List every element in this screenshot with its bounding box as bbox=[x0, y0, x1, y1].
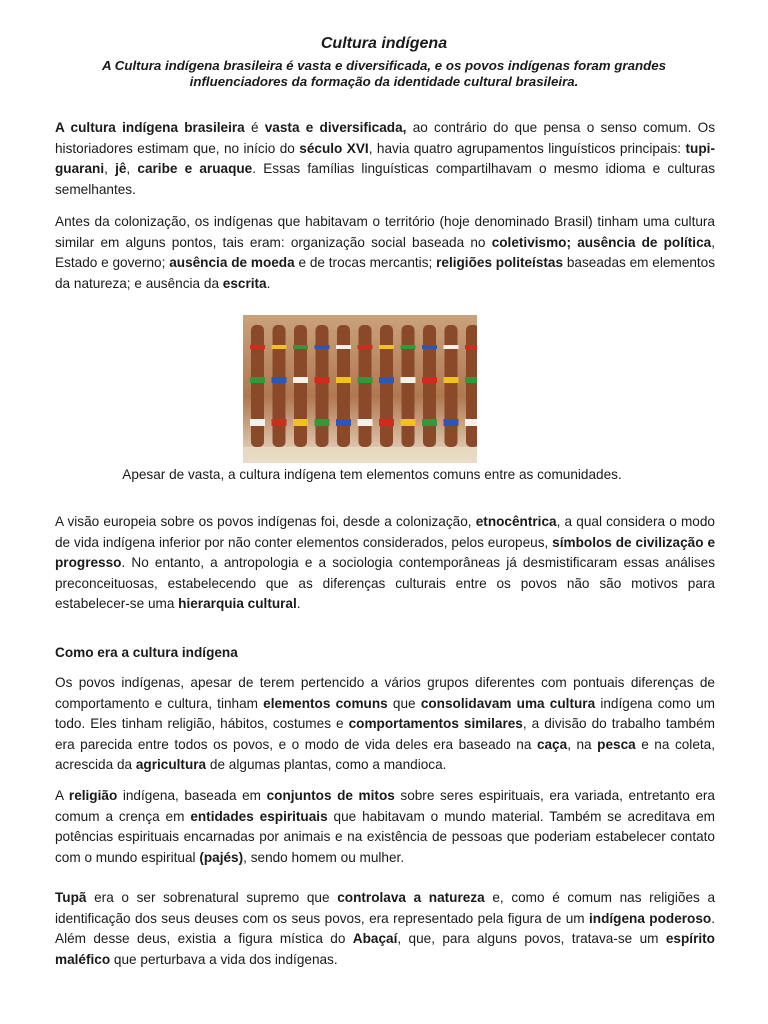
text-run: , bbox=[126, 161, 138, 176]
text-run: baseadas em elementos da natureza; e ausência da bbox=[55, 255, 716, 291]
text-run: . Essas famílias linguísticas compartilhavam o mesmo idioma e culturas semelhantes. bbox=[55, 161, 716, 197]
bold-text-run: Tupã bbox=[55, 890, 87, 905]
paragraph-european-view bbox=[55, 512, 715, 615]
document-subtitle: A Cultura indígena brasileira é vasta e diversificada, e os povos indígenas foram grandes influenciadores da formação da identidade cultural brasileira. bbox=[101, 58, 667, 89]
leg-band bbox=[250, 345, 265, 349]
text-run: indígena como um todo. Eles tinham religião, hábitos, costumes e bbox=[55, 695, 716, 731]
dancer-leg bbox=[337, 325, 350, 447]
leg-band bbox=[315, 345, 330, 349]
dancer-leg bbox=[423, 325, 436, 447]
leg-band bbox=[465, 345, 477, 349]
text-run: , sendo homem ou mulher. bbox=[243, 849, 405, 865]
leg-band bbox=[422, 419, 437, 426]
leg-band bbox=[465, 419, 477, 426]
dancer-leg bbox=[402, 325, 415, 447]
bold-text-run: Abaçaí bbox=[352, 931, 398, 946]
bold-text-run: entidades espirituais bbox=[190, 808, 328, 824]
text-run: que habitavam o mundo material. Também se acreditava em potências espirituais encarnadas por animais e na existência de pessoas que poderiam estabelecer contato com o mundo espiritual bbox=[55, 808, 715, 865]
bold-text-run: indígena poderoso bbox=[589, 910, 712, 926]
text-run: . bbox=[266, 275, 271, 291]
bold-text-run: coletivismo; ausência de política bbox=[491, 234, 712, 250]
leg-band bbox=[401, 377, 416, 383]
leg-band bbox=[293, 377, 308, 383]
leg-band bbox=[379, 377, 394, 383]
bold-text-run: espírito maléfico bbox=[55, 931, 715, 967]
bold-text-run: ausência de moeda bbox=[169, 255, 295, 270]
text-run: e de trocas mercantis; bbox=[294, 255, 437, 270]
bold-text-run: caça bbox=[536, 736, 568, 752]
bold-text-run: vasta e diversificada, bbox=[264, 120, 407, 135]
bold-text-run: (pajés) bbox=[199, 849, 244, 865]
leg-band bbox=[315, 377, 330, 383]
bold-text-run: comportamentos similares bbox=[348, 716, 523, 731]
leg-band bbox=[336, 345, 351, 349]
leg-band bbox=[272, 419, 287, 426]
dancers-illustration bbox=[243, 315, 477, 463]
bold-text-run: tupi-guarani bbox=[55, 140, 715, 176]
text-run: Os povos indígenas, apesar de terem pertencido a vários grupos diferentes com pontuais diferenças de comportamento e cultura, tinham bbox=[55, 675, 715, 711]
paragraph-tupa bbox=[55, 888, 715, 970]
bold-text-run: jê bbox=[115, 161, 127, 176]
image-caption: Apesar de vasta, a cultura indígena tem elementos comuns entre as comunidades. bbox=[122, 467, 622, 482]
paragraph-common-elements bbox=[55, 673, 715, 776]
leg-band bbox=[358, 345, 373, 349]
leg-band bbox=[444, 377, 459, 383]
text-run: . Além desse deus, existia a figura mística do bbox=[55, 910, 716, 946]
text-run: era o ser sobrenatural supremo que bbox=[86, 890, 338, 905]
text-run: e na coleta, acrescida da bbox=[55, 736, 715, 772]
leg-band bbox=[358, 419, 373, 426]
bold-text-run: etnocêntrica bbox=[475, 514, 557, 529]
leg-band bbox=[444, 419, 459, 426]
text-run: ao contrário do que pensa o senso comum. Os historiadores estimam que, no início do bbox=[55, 120, 715, 156]
text-run: que bbox=[387, 695, 421, 711]
leg-band bbox=[250, 419, 265, 426]
text-run: de algumas plantas, como a mandioca. bbox=[206, 757, 447, 772]
text-run: , bbox=[104, 161, 116, 176]
text-run: é bbox=[244, 120, 265, 135]
leg-band bbox=[444, 345, 459, 349]
text-run: , Estado e governo; bbox=[55, 234, 715, 270]
text-run: A visão europeia sobre os povos indígenas foi, desde a colonização, bbox=[55, 514, 476, 529]
dancer-leg bbox=[316, 325, 329, 447]
leg-band bbox=[422, 345, 437, 349]
dancer-leg bbox=[445, 325, 458, 447]
paragraph-religion bbox=[55, 786, 715, 868]
dancer-leg bbox=[251, 325, 264, 447]
text-run: que perturbava a vida dos indígenas. bbox=[110, 951, 338, 967]
leg-band bbox=[401, 345, 416, 349]
dancer-leg bbox=[273, 325, 286, 447]
text-run: , na bbox=[567, 736, 598, 752]
bold-text-run: A cultura indígena brasileira bbox=[55, 120, 245, 135]
leg-band bbox=[293, 419, 308, 426]
bold-text-run: consolidavam uma cultura bbox=[420, 695, 596, 711]
text-run: A bbox=[55, 788, 69, 803]
bold-text-run: escrita bbox=[222, 275, 267, 291]
text-run: e, como é comum nas religiões a identificação dos seus deuses com os seus povos, era representado pela figura de um bbox=[55, 890, 716, 926]
bold-text-run: caribe e aruaque bbox=[137, 161, 253, 176]
leg-band bbox=[250, 377, 265, 383]
document-title: Cultura indígena bbox=[320, 35, 448, 52]
leg-band bbox=[358, 377, 373, 383]
leg-band bbox=[401, 419, 416, 426]
dancer-leg bbox=[466, 325, 477, 447]
bold-text-run: elementos comuns bbox=[263, 695, 388, 711]
dancer-leg bbox=[380, 325, 393, 447]
text-run: , que, para alguns povos, tratava-se um bbox=[397, 931, 666, 946]
bold-text-run: religiões politeístas bbox=[436, 255, 564, 270]
bold-text-run: hierarquia cultural bbox=[178, 596, 297, 611]
section-heading: Como era a cultura indígena bbox=[55, 645, 238, 660]
leg-band bbox=[422, 377, 437, 383]
text-run: , a qual considera o modo de vida indígena inferior por não conter elementos considerados, pelos europeus, bbox=[55, 514, 715, 550]
paragraph-linguistic-groups bbox=[55, 118, 715, 200]
bold-text-run: controlava a natureza bbox=[337, 890, 485, 905]
text-run: indígena, baseada em bbox=[117, 788, 267, 803]
text-run: , havia quatro agrupamentos linguísticos principais: bbox=[368, 140, 686, 156]
leg-band bbox=[465, 377, 477, 383]
text-run: . No entanto, a antropologia e a sociologia contemporâneas já desmistificaram essas análises preconceituosas, estabelecendo que as diferenças culturais entre os povos não são motivos para estabelecer-se uma bbox=[55, 555, 715, 611]
bold-text-run: religião bbox=[68, 788, 118, 803]
bold-text-run: pesca bbox=[597, 736, 636, 752]
dancer-leg bbox=[294, 325, 307, 447]
leg-band bbox=[336, 419, 351, 426]
paragraph-pre-colonization bbox=[55, 212, 715, 294]
text-run: . bbox=[296, 596, 301, 611]
leg-band bbox=[315, 419, 330, 426]
bold-text-run: século XVI bbox=[299, 140, 369, 156]
bold-text-run: conjuntos de mitos bbox=[266, 788, 395, 803]
leg-band bbox=[272, 345, 287, 349]
text-run: Antes da colonização, os indígenas que habitavam o território (hoje denominado Brasil) tinham uma cultura similar em alguns pontos, tais eram: organização social baseada no bbox=[55, 214, 715, 250]
dancer-leg bbox=[359, 325, 372, 447]
leg-band bbox=[272, 377, 287, 383]
leg-band bbox=[336, 377, 351, 383]
bold-text-run: símbolos de civilização e progresso bbox=[55, 534, 715, 570]
text-run: , a divisão do trabalho também era parecida entre todos os povos, e o modo de vida deles era baseado na bbox=[55, 716, 715, 752]
indigenous-dancers-photo bbox=[243, 315, 477, 463]
leg-band bbox=[293, 345, 308, 349]
bold-text-run: agricultura bbox=[135, 757, 207, 772]
leg-band bbox=[379, 419, 394, 426]
text-run: sobre seres espirituais, era variada, entretanto era comum a crença em bbox=[55, 788, 715, 824]
leg-band bbox=[379, 345, 394, 349]
